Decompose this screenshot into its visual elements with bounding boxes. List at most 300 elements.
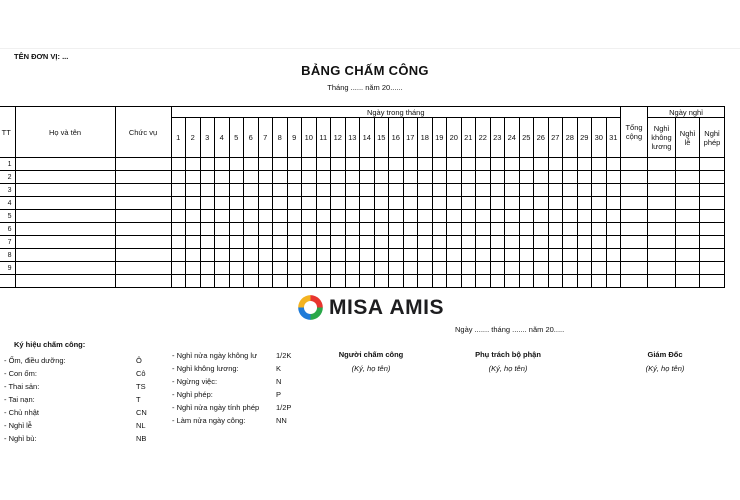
table-cell[interactable] (621, 210, 648, 223)
table-cell[interactable] (700, 275, 725, 288)
table-cell[interactable] (331, 158, 346, 171)
table-cell[interactable] (592, 210, 607, 223)
table-cell[interactable] (215, 223, 230, 236)
table-cell[interactable] (186, 249, 201, 262)
table-cell[interactable] (389, 249, 404, 262)
table-cell[interactable] (258, 275, 273, 288)
table-cell[interactable] (621, 236, 648, 249)
table-cell[interactable] (490, 158, 505, 171)
table-cell[interactable] (115, 210, 171, 223)
table-cell[interactable] (676, 197, 700, 210)
table-cell[interactable] (115, 197, 171, 210)
table-cell[interactable] (621, 184, 648, 197)
table-cell[interactable] (548, 158, 563, 171)
table-cell[interactable] (403, 236, 418, 249)
table-cell[interactable] (345, 184, 360, 197)
table-cell[interactable] (15, 249, 115, 262)
table-cell[interactable] (563, 158, 578, 171)
table-cell[interactable] (648, 275, 676, 288)
table-cell[interactable] (244, 197, 259, 210)
table-cell[interactable] (302, 223, 317, 236)
table-cell[interactable] (432, 210, 447, 223)
table-cell[interactable] (331, 223, 346, 236)
table-cell[interactable] (273, 197, 288, 210)
table-cell[interactable] (171, 236, 186, 249)
table-cell[interactable] (563, 262, 578, 275)
table-cell[interactable] (115, 158, 171, 171)
table-cell[interactable] (700, 236, 725, 249)
table-cell[interactable] (676, 210, 700, 223)
table-cell[interactable] (258, 210, 273, 223)
table-cell[interactable] (403, 158, 418, 171)
table-cell[interactable] (505, 275, 520, 288)
table-cell[interactable] (258, 184, 273, 197)
table-cell[interactable] (648, 236, 676, 249)
table-cell[interactable] (519, 249, 534, 262)
table-cell[interactable] (316, 197, 331, 210)
table-cell[interactable] (606, 236, 621, 249)
table-cell[interactable] (215, 262, 230, 275)
table-cell[interactable] (186, 275, 201, 288)
table-cell[interactable] (432, 249, 447, 262)
table-cell[interactable] (389, 275, 404, 288)
table-cell[interactable] (287, 197, 302, 210)
table-cell[interactable] (345, 262, 360, 275)
table-cell[interactable] (374, 236, 389, 249)
table-cell[interactable] (115, 249, 171, 262)
table-cell[interactable] (700, 184, 725, 197)
table-cell[interactable] (676, 249, 700, 262)
table-cell[interactable] (577, 210, 592, 223)
table-cell[interactable] (418, 184, 433, 197)
table-cell[interactable] (621, 197, 648, 210)
table-cell[interactable] (548, 197, 563, 210)
table-cell[interactable] (418, 197, 433, 210)
table-cell[interactable] (200, 158, 215, 171)
table-cell[interactable] (534, 223, 549, 236)
table-cell[interactable] (302, 171, 317, 184)
table-cell[interactable] (490, 184, 505, 197)
table-cell[interactable] (461, 210, 476, 223)
table-cell[interactable] (490, 236, 505, 249)
table-cell[interactable] (432, 184, 447, 197)
table-cell[interactable] (15, 197, 115, 210)
table-cell[interactable] (115, 184, 171, 197)
table-cell[interactable] (331, 197, 346, 210)
table-cell[interactable] (519, 210, 534, 223)
table-cell[interactable] (461, 184, 476, 197)
table-cell[interactable] (432, 262, 447, 275)
table-cell[interactable] (258, 249, 273, 262)
table-cell[interactable] (229, 184, 244, 197)
table-cell[interactable] (15, 236, 115, 249)
table-cell[interactable] (186, 262, 201, 275)
table-cell[interactable] (534, 210, 549, 223)
table-cell[interactable] (676, 184, 700, 197)
table-cell[interactable] (648, 184, 676, 197)
table-cell[interactable] (606, 210, 621, 223)
table-cell[interactable] (700, 223, 725, 236)
table-cell[interactable] (374, 171, 389, 184)
table-cell[interactable] (418, 275, 433, 288)
table-cell[interactable] (461, 275, 476, 288)
table-cell[interactable] (648, 171, 676, 184)
table-cell[interactable] (592, 275, 607, 288)
table-cell[interactable] (345, 158, 360, 171)
table-cell[interactable] (374, 262, 389, 275)
table-cell[interactable] (505, 223, 520, 236)
table-cell[interactable] (490, 249, 505, 262)
table-cell[interactable] (676, 223, 700, 236)
table-cell[interactable] (244, 210, 259, 223)
table-cell[interactable] (700, 249, 725, 262)
table-cell[interactable] (244, 249, 259, 262)
table-cell[interactable] (258, 158, 273, 171)
table-cell[interactable] (700, 197, 725, 210)
table-cell[interactable] (534, 158, 549, 171)
table-cell[interactable] (534, 184, 549, 197)
table-cell[interactable] (171, 171, 186, 184)
table-cell[interactable] (563, 171, 578, 184)
table-cell[interactable] (534, 197, 549, 210)
table-cell[interactable] (432, 158, 447, 171)
table-cell[interactable] (505, 197, 520, 210)
table-cell[interactable] (447, 171, 462, 184)
table-cell[interactable] (676, 236, 700, 249)
table-cell[interactable] (389, 184, 404, 197)
table-cell[interactable] (648, 210, 676, 223)
table-cell[interactable] (229, 223, 244, 236)
table-cell[interactable] (273, 275, 288, 288)
table-cell[interactable] (360, 262, 375, 275)
table-cell[interactable] (490, 223, 505, 236)
table-cell[interactable] (548, 262, 563, 275)
table-cell[interactable] (273, 262, 288, 275)
table-cell[interactable] (273, 184, 288, 197)
table-cell[interactable] (577, 171, 592, 184)
table-cell[interactable] (345, 223, 360, 236)
table-cell[interactable] (258, 223, 273, 236)
table-cell[interactable] (534, 236, 549, 249)
table-cell[interactable] (345, 171, 360, 184)
table-cell[interactable] (331, 210, 346, 223)
table-cell[interactable] (592, 249, 607, 262)
table-cell[interactable] (403, 275, 418, 288)
table-cell[interactable] (273, 210, 288, 223)
table-cell[interactable] (700, 171, 725, 184)
table-cell[interactable] (171, 262, 186, 275)
table-cell[interactable] (316, 210, 331, 223)
table-cell[interactable] (621, 223, 648, 236)
table-cell[interactable] (403, 210, 418, 223)
table-cell[interactable] (432, 223, 447, 236)
table-cell[interactable] (534, 171, 549, 184)
table-cell[interactable] (505, 249, 520, 262)
table-cell[interactable] (345, 249, 360, 262)
table-cell[interactable] (563, 249, 578, 262)
table-cell[interactable] (676, 275, 700, 288)
table-cell[interactable] (403, 262, 418, 275)
table-cell[interactable] (200, 171, 215, 184)
table-cell[interactable] (316, 223, 331, 236)
table-cell[interactable] (287, 158, 302, 171)
table-cell[interactable] (476, 236, 491, 249)
table-cell[interactable] (403, 197, 418, 210)
table-cell[interactable] (360, 210, 375, 223)
table-cell[interactable] (229, 197, 244, 210)
table-cell[interactable] (389, 197, 404, 210)
table-cell[interactable] (287, 236, 302, 249)
table-cell[interactable] (476, 223, 491, 236)
table-cell[interactable] (432, 171, 447, 184)
table-cell[interactable] (519, 197, 534, 210)
table-cell[interactable] (676, 262, 700, 275)
table-cell[interactable] (360, 197, 375, 210)
table-cell[interactable] (519, 262, 534, 275)
table-cell[interactable] (563, 236, 578, 249)
table-cell[interactable] (302, 158, 317, 171)
table-cell[interactable] (331, 236, 346, 249)
table-cell[interactable] (403, 223, 418, 236)
table-cell[interactable] (418, 223, 433, 236)
table-cell[interactable] (490, 275, 505, 288)
table-cell[interactable] (115, 236, 171, 249)
table-cell[interactable] (15, 158, 115, 171)
table-cell[interactable] (432, 197, 447, 210)
table-cell[interactable] (476, 171, 491, 184)
table-cell[interactable] (244, 223, 259, 236)
table-cell[interactable] (229, 262, 244, 275)
table-cell[interactable] (186, 223, 201, 236)
table-cell[interactable] (548, 223, 563, 236)
table-cell[interactable] (273, 171, 288, 184)
table-cell[interactable] (519, 171, 534, 184)
table-cell[interactable] (577, 184, 592, 197)
table-cell[interactable] (490, 197, 505, 210)
table-cell[interactable] (548, 210, 563, 223)
table-cell[interactable] (519, 236, 534, 249)
table-cell[interactable] (476, 262, 491, 275)
table-cell[interactable] (374, 210, 389, 223)
table-cell[interactable] (606, 184, 621, 197)
table-cell[interactable] (476, 210, 491, 223)
table-cell[interactable] (534, 249, 549, 262)
table-cell[interactable] (490, 171, 505, 184)
table-cell[interactable] (316, 236, 331, 249)
table-cell[interactable] (171, 275, 186, 288)
table-cell[interactable] (229, 249, 244, 262)
table-cell[interactable] (215, 249, 230, 262)
table-cell[interactable] (548, 184, 563, 197)
table-cell[interactable] (606, 171, 621, 184)
table-cell[interactable] (447, 158, 462, 171)
table-cell[interactable] (432, 275, 447, 288)
table-cell[interactable] (606, 262, 621, 275)
table-cell[interactable] (676, 171, 700, 184)
table-cell[interactable] (534, 275, 549, 288)
table-cell[interactable] (229, 210, 244, 223)
table-cell[interactable] (15, 275, 115, 288)
table-cell[interactable] (200, 223, 215, 236)
table-cell[interactable] (505, 158, 520, 171)
table-cell[interactable] (186, 184, 201, 197)
table-cell[interactable] (621, 158, 648, 171)
table-cell[interactable] (592, 223, 607, 236)
table-cell[interactable] (519, 223, 534, 236)
table-cell[interactable] (461, 223, 476, 236)
table-cell[interactable] (287, 210, 302, 223)
table-cell[interactable] (273, 236, 288, 249)
table-cell[interactable] (200, 236, 215, 249)
table-cell[interactable] (505, 236, 520, 249)
table-cell[interactable] (563, 223, 578, 236)
table-cell[interactable] (389, 210, 404, 223)
table-cell[interactable] (476, 184, 491, 197)
table-cell[interactable] (592, 262, 607, 275)
table-cell[interactable] (592, 158, 607, 171)
table-cell[interactable] (345, 210, 360, 223)
table-cell[interactable] (316, 262, 331, 275)
table-cell[interactable] (505, 210, 520, 223)
table-cell[interactable] (374, 158, 389, 171)
table-cell[interactable] (700, 210, 725, 223)
table-cell[interactable] (476, 197, 491, 210)
table-cell[interactable] (563, 210, 578, 223)
table-cell[interactable] (490, 210, 505, 223)
table-cell[interactable] (360, 236, 375, 249)
table-cell[interactable] (360, 223, 375, 236)
table-cell[interactable] (331, 171, 346, 184)
table-cell[interactable] (200, 184, 215, 197)
table-cell[interactable] (258, 197, 273, 210)
table-cell[interactable] (418, 210, 433, 223)
table-cell[interactable] (461, 158, 476, 171)
table-cell[interactable] (447, 197, 462, 210)
table-cell[interactable] (577, 223, 592, 236)
table-cell[interactable] (115, 262, 171, 275)
table-cell[interactable] (115, 223, 171, 236)
table-cell[interactable] (171, 184, 186, 197)
table-cell[interactable] (432, 236, 447, 249)
table-cell[interactable] (316, 249, 331, 262)
table-cell[interactable] (606, 158, 621, 171)
table-cell[interactable] (302, 262, 317, 275)
table-cell[interactable] (215, 184, 230, 197)
table-cell[interactable] (418, 236, 433, 249)
table-cell[interactable] (374, 197, 389, 210)
table-cell[interactable] (374, 275, 389, 288)
table-cell[interactable] (476, 275, 491, 288)
table-cell[interactable] (215, 236, 230, 249)
table-cell[interactable] (519, 184, 534, 197)
table-cell[interactable] (548, 275, 563, 288)
table-cell[interactable] (171, 197, 186, 210)
table-cell[interactable] (505, 171, 520, 184)
table-cell[interactable] (592, 184, 607, 197)
table-cell[interactable] (592, 171, 607, 184)
table-cell[interactable] (374, 249, 389, 262)
table-cell[interactable] (403, 249, 418, 262)
table-cell[interactable] (244, 184, 259, 197)
table-cell[interactable] (200, 275, 215, 288)
table-cell[interactable] (258, 262, 273, 275)
table-cell[interactable] (229, 275, 244, 288)
table-cell[interactable] (700, 158, 725, 171)
table-cell[interactable] (229, 171, 244, 184)
table-cell[interactable] (374, 184, 389, 197)
table-cell[interactable] (461, 262, 476, 275)
table-cell[interactable] (519, 275, 534, 288)
table-cell[interactable] (229, 158, 244, 171)
table-cell[interactable] (273, 223, 288, 236)
table-cell[interactable] (171, 249, 186, 262)
table-cell[interactable] (519, 158, 534, 171)
table-cell[interactable] (302, 184, 317, 197)
table-cell[interactable] (331, 249, 346, 262)
table-cell[interactable] (331, 275, 346, 288)
table-cell[interactable] (577, 236, 592, 249)
table-cell[interactable] (700, 262, 725, 275)
table-cell[interactable] (215, 275, 230, 288)
table-cell[interactable] (577, 197, 592, 210)
table-cell[interactable] (606, 275, 621, 288)
table-cell[interactable] (244, 236, 259, 249)
table-cell[interactable] (171, 158, 186, 171)
table-cell[interactable] (461, 171, 476, 184)
table-cell[interactable] (200, 249, 215, 262)
table-cell[interactable] (563, 197, 578, 210)
table-cell[interactable] (447, 210, 462, 223)
table-cell[interactable] (186, 171, 201, 184)
table-cell[interactable] (287, 184, 302, 197)
table-cell[interactable] (244, 262, 259, 275)
table-cell[interactable] (115, 275, 171, 288)
table-cell[interactable] (447, 275, 462, 288)
table-cell[interactable] (606, 223, 621, 236)
table-cell[interactable] (302, 197, 317, 210)
table-cell[interactable] (403, 171, 418, 184)
table-cell[interactable] (621, 171, 648, 184)
table-cell[interactable] (563, 275, 578, 288)
table-cell[interactable] (360, 275, 375, 288)
table-cell[interactable] (316, 184, 331, 197)
table-cell[interactable] (171, 210, 186, 223)
table-cell[interactable] (418, 171, 433, 184)
table-cell[interactable] (15, 262, 115, 275)
table-cell[interactable] (476, 158, 491, 171)
table-cell[interactable] (15, 171, 115, 184)
table-cell[interactable] (331, 184, 346, 197)
table-cell[interactable] (563, 184, 578, 197)
table-cell[interactable] (345, 275, 360, 288)
table-cell[interactable] (316, 275, 331, 288)
table-cell[interactable] (287, 223, 302, 236)
table-cell[interactable] (186, 236, 201, 249)
table-cell[interactable] (215, 158, 230, 171)
table-cell[interactable] (287, 171, 302, 184)
table-cell[interactable] (215, 197, 230, 210)
table-cell[interactable] (215, 171, 230, 184)
table-cell[interactable] (577, 275, 592, 288)
table-cell[interactable] (331, 262, 346, 275)
table-cell[interactable] (447, 262, 462, 275)
table-cell[interactable] (548, 236, 563, 249)
table-cell[interactable] (244, 275, 259, 288)
table-cell[interactable] (229, 236, 244, 249)
table-cell[interactable] (287, 262, 302, 275)
table-cell[interactable] (171, 223, 186, 236)
table-cell[interactable] (389, 158, 404, 171)
